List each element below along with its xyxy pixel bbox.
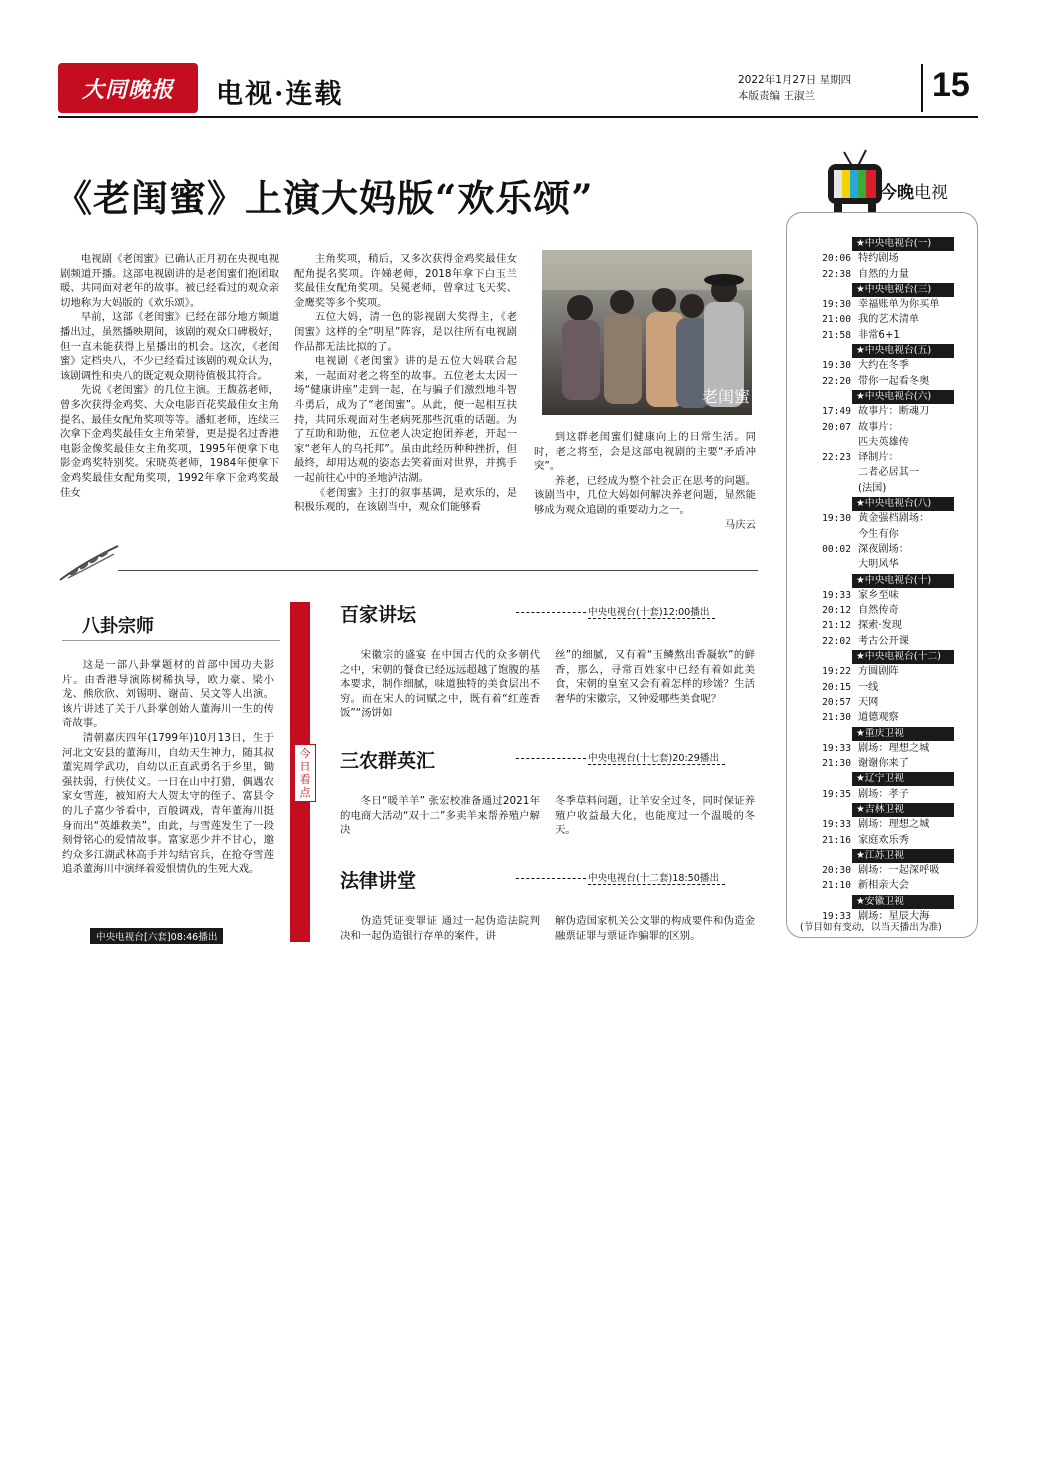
drama-still-photo [542,250,752,415]
schedule-program: 一线 [858,681,879,693]
channel-header: ★中央电视台(五) [852,344,954,358]
logo-text: 大同晚报 [81,76,174,103]
schedule-time: 21:16 [822,834,851,846]
schedule-time: 00:02 [822,543,851,555]
schedule-time: 22:02 [822,635,851,647]
schedule-time: 21:00 [822,314,851,326]
program-airtime: 中央电视台(十七套)20:29播出 [588,750,725,765]
article-paragraph: 电视剧《老闺蜜》已确认正月初在央视电视剧频道开播。这部电视剧讲的是老闺蜜们抱团取暖、共同面对老年的故事。被已经看过的观众亲切地称为大妈版的《欢乐颂》。 [60,253,279,309]
schedule-row [799,680,959,695]
schedule-program: 我的艺术清单 [858,314,920,326]
schedule-program: 故事片：断魂刀 [858,406,930,418]
schedule-row [799,435,959,450]
schedule-time: 21:30 [822,758,851,770]
newspaper-logo [58,63,198,113]
schedule-program: 大约在冬季 [858,360,909,372]
schedule-program: 剧场：星辰大海 [858,911,930,923]
schedule-program: 家乡至味 [858,589,899,601]
article-column-1 [60,252,279,500]
header-rule [58,116,978,118]
header-divider [921,64,923,112]
schedule-row [799,542,959,557]
article-paragraph: 先说《老闺蜜》的几位主演。王馥荔老师，曾多次获得金鸡奖、大众电影百花奖最佳女主角提名、最佳女配角奖项等等。潘虹老师，连续三次拿下金鸡奖最佳女主角荣誉，更是提名过香港电影金像奖最佳女主角奖项，1995年便拿下电影金鸡奖特别奖。宋晓英老师，1984年便拿下金鸡奖最佳女配角奖项，1992年拿下金鸡奖最佳女 [60,384,279,499]
bagua-paragraph: 这是一部八卦掌题材的首部中国功夫影片。由香港导演陈树稀执导，欧力豪、梁小龙、熊欣欣、刘锡明、谢苗、吴文等人出演。该片讲述了关于八卦掌创始人董海川一生的传奇故事。 [62,659,274,730]
schedule-program: 匹夫英雄传 [858,436,909,448]
schedule-row [799,833,959,848]
schedule-time: 21:10 [822,880,851,892]
program-airtime: 中央电视台(十二套)18:50播出 [588,870,725,885]
schedule-program: 今生有你 [858,528,899,540]
svg-text:老闺蜜: 老闺蜜 [702,387,751,406]
schedule-time: 20:15 [822,681,851,693]
schedule-time: 19:35 [822,788,851,800]
bagua-paragraph: 清朝嘉庆四年(1799年)10月13日，生于河北文安县的董海川，自幼天生神力，随其叔董宪周学武功，自幼以正直武勇名于乡里，锄强扶弱，行侠仗义。一日在山中打猎，偶遇农家女雪莲，被知府大人贺太守的侄子、富县令的儿子富少爷看中，百般调戏，青年董海川挺身而出“英雄救美”，由此，与雪莲发生了一段刻骨铭心的爱情故事。富家恶少并不甘心，邀约众多江湖武林高手并勾结官兵，在抢夺雪莲追杀董海川中演绎着爱恨情仇的生死大戏。 [62,731,274,876]
schedule-time: 20:12 [822,605,851,617]
schedule-time: 19:22 [822,666,851,678]
schedule-row [799,251,959,266]
channel-header: ★江苏卫视 [852,849,954,863]
channel-header: ★中央电视台(十二) [852,650,954,664]
highlights-label: 今 日 看 点 [294,744,316,802]
schedule-program: 方圆剧阵 [858,666,899,678]
program-dash-line [516,878,586,879]
schedule-row [799,618,959,633]
schedule-row [799,710,959,725]
schedule-time: 22:23 [822,452,851,464]
article-paragraph: 电视剧《老闺蜜》讲的是五位大妈联合起来，一起面对老之将至的故事。五位老太太因一场“健康讲座”走到一起，在与骗子们激烈地斗智斗勇后，成为了“老闺蜜”。从此，便一起相互扶持，共同乐观面对生老病死那些沉重的话题。为了互助和助他，五位老人决定抱团养老，开起一家“老年人的乌托邦”。虽由此经历种种挫折，但最终，却用达观的姿态去笑着面对世界，并携手一起前往心中的圣地泸沽湖。 [294,355,517,484]
bagua-airtime-badge: 中央电视台[六套]08:46播出 [90,928,223,944]
schedule-time: 19:30 [822,360,851,372]
article-paragraph: 养老，已经成为整个社会正在思考的问题。该剧当中，几位大妈如何解决养老问题，显然能够成为观众追剧的重要动力之一。 [534,474,756,516]
schedule-time: 19:33 [822,819,851,831]
schedule-program: 大明风华 [858,559,899,571]
schedule-program: 自然的力量 [858,268,909,280]
article-paragraph: 到这群老闺蜜们健康向上的日常生活。同时，老之将至，会是这部电视剧的主要“矛盾冲突”。 [534,431,756,473]
program-summary: 冬日“暖羊羊” 张宏校准备通过2021年的电商大活动“双十二”多卖羊来帮养殖户解决 [340,795,540,837]
schedule-row [799,328,959,343]
schedule-row [799,312,959,327]
schedule-time [799,435,858,450]
program-summary-cont: 丝”的细腻，又有着“玉鳞熬出香凝软”的鲜香，那么，寻常百姓家中已经有着如此美食，宋朝的皇室又会有着怎样的珍馐？生活奢华的宋徽宗，又钟爱哪些美食呢？ [555,649,755,705]
schedule-program: 二者必居其一 [858,467,920,479]
bagua-title-rule [62,640,280,641]
channel-header: ★重庆卫视 [852,727,954,741]
issue-date: 2022年1月27日 星期四 [738,74,852,86]
bagua-text [62,658,274,877]
schedule-time: 22:20 [822,375,851,387]
schedule-program: 谢谢你来了 [858,758,909,770]
schedule-row [799,603,959,618]
schedule-row [799,878,959,893]
schedule-program: 剧场：一起深呼吸 [858,865,940,877]
article-headline: 《老闺蜜》上演大妈版“欢乐颂” [55,176,594,220]
schedule-time: 20:06 [822,253,851,265]
channel-header: ★中央电视台(八) [852,497,954,511]
schedule-program: 剧场：孝子 [858,788,909,800]
program-summary-cont: 解伪造国家机关公文罪的构成要件和伪造金融票证罪与票证诈骗罪的区别。 [555,915,755,942]
section-divider [118,570,758,571]
schedule-time: 22:38 [822,268,851,280]
tv-schedule-note: (节目如有变动，以当天播出为准) [800,922,942,933]
schedule-time: 20:30 [822,865,851,877]
schedule-program: 深夜剧场： [858,543,909,555]
tv-schedule [799,236,959,924]
schedule-time: 17:49 [822,406,851,418]
schedule-time: 19:33 [822,589,851,601]
tv-tonight-title: 今晚电视 [880,183,948,203]
channel-header: ★中央电视台(一) [852,237,954,251]
schedule-row [799,588,959,603]
schedule-program: 故事片： [858,421,899,433]
channel-header: ★中央电视台(六) [852,390,954,404]
bagua-title: 八卦宗师 [82,616,154,637]
schedule-row [799,756,959,771]
wheat-ornament-icon [54,542,126,584]
program-dash-line [516,612,586,613]
schedule-time: 19:33 [822,742,851,754]
schedule-time [799,481,858,496]
page-editor: 本版责编 王淑兰 [738,90,815,102]
schedule-time: 21:58 [822,329,851,341]
program-summary: 宋徽宗的盛宴 在中国古代的众多朝代之中，宋朝的餐食已经远远超越了饱腹的基本要求，制作细腻，味道独特的美食层出不穷。而在宋人的词赋之中，既有着“红莲香饭”“汤饼如 [340,649,540,720]
schedule-program: 剧场：理想之城 [858,742,930,754]
schedule-row [799,465,959,480]
article-paragraph: 主角奖项，稍后，又多次获得金鸡奖最佳女配角提名奖项。许娣老师，2018年拿下白玉兰奖最佳女配角奖项。吴冕老师，曾拿过飞天奖、金鹰奖等多个奖项。 [294,253,517,309]
schedule-row [799,374,959,389]
article-paragraph: 早前，这部《老闺蜜》已经在部分地方频道播出过，虽然播映期间，该剧的观众口碑极好，但一直未能获得上星播出的机会。这次，《老闺蜜》定档央八，不少已经看过该剧的观众认为，该剧调性和央八的既定观众期待值极其符合。 [60,311,279,382]
channel-header: ★中央电视台(三) [852,283,954,297]
article-column-3-text [534,430,756,518]
article-column-3 [534,430,756,532]
schedule-program: 特约剧场 [858,253,899,265]
schedule-time: 20:57 [822,696,851,708]
schedule-row [799,481,959,496]
article-paragraph: 《老闺蜜》主打的叙事基调，是欢乐的，是积极乐观的，在该剧当中，观众们能够看 [294,486,517,514]
schedule-row [799,787,959,802]
article-paragraph: 五位大妈，清一色的影视剧大奖得主，《老闺蜜》这样的全“明星”阵容，是以往所有电视剧作品都无法比拟的了。 [294,311,517,353]
program-title: 三农群英汇 [340,750,436,772]
page-number: 15 [932,66,970,104]
schedule-program: 自然传奇 [858,605,899,617]
channel-header: ★吉林卫视 [852,803,954,817]
channel-header: ★中央电视台(十) [852,574,954,588]
schedule-program: 探索·发现 [858,620,902,632]
schedule-row [799,664,959,679]
schedule-time: 21:12 [822,620,851,632]
channel-header: ★安徽卫视 [852,895,954,909]
schedule-program: 天网 [858,696,879,708]
schedule-program: 译制片： [858,452,899,464]
schedule-row [799,404,959,419]
schedule-time [799,465,858,480]
schedule-row [799,741,959,756]
schedule-program: 剧场：理想之城 [858,819,930,831]
schedule-row [799,267,959,282]
schedule-row [799,817,959,832]
program-airtime: 中央电视台(十套)12:00播出 [588,604,715,619]
schedule-program: 家庭欢乐秀 [858,834,909,846]
schedule-row [799,511,959,526]
article-column-2 [294,252,517,515]
schedule-program: (法国) [858,482,887,494]
schedule-time [799,527,858,542]
schedule-program: 非常6+1 [858,329,900,341]
schedule-row [799,527,959,542]
schedule-row [799,634,959,649]
schedule-time: 21:30 [822,712,851,724]
program-dash-line [516,758,586,759]
schedule-row [799,297,959,312]
schedule-time: 19:33 [822,911,851,923]
program-title: 百家讲坛 [340,604,417,626]
schedule-program: 考古公开课 [858,635,909,647]
schedule-time [799,557,858,572]
channel-header: ★辽宁卫视 [852,772,954,786]
schedule-row [799,420,959,435]
photo-illustration [542,250,752,415]
program-summary-cont: 冬季草料问题，让羊安全过冬，同时保证养殖户收益最大化，也能度过一个温暖的冬天。 [555,795,755,837]
schedule-row [799,358,959,373]
schedule-program: 幸福账单为你买单 [858,299,940,311]
schedule-time: 20:07 [822,421,851,433]
article-byline: 马庆云 [724,518,756,531]
schedule-row [799,557,959,572]
schedule-program: 新相亲大会 [858,880,909,892]
schedule-program: 带你一起看冬奥 [858,375,930,387]
schedule-program: 道德观察 [858,712,899,724]
schedule-time: 19:30 [822,513,851,525]
section-title: 电视·连载 [216,79,344,110]
schedule-program: 黄金强档剧场： [858,513,930,525]
schedule-row [799,450,959,465]
schedule-row [799,695,959,710]
schedule-row [799,863,959,878]
program-title: 法律讲堂 [340,870,417,892]
schedule-time: 19:30 [822,299,851,311]
program-summary: 伪造凭证变罪证 通过一起伪造法院判决和一起伪造银行存单的案件，讲 [340,915,540,942]
header-meta [738,72,851,104]
